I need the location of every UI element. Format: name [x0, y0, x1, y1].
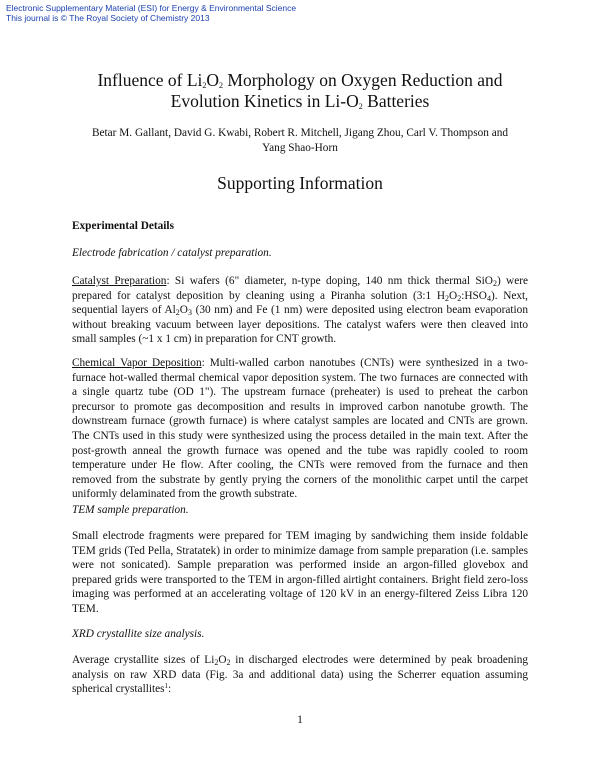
author-list-line-1: Betar M. Gallant, David G. Kwabi, Robert R. Mitchell, Jigang Zhou, Carl V. Thompson and: [91, 127, 509, 139]
xrd-analysis-paragraph: Average crystallite sizes of $Li_2O_2$ in discharged electrodes were determined by peak broadening analysis on raw XRD data (Fig. 3a and additional data) using the Scherrer equation assuming spherical crystallites$^1$:: [72, 654, 528, 696]
supporting-information-title: Supporting Information: [217, 173, 383, 193]
electrode-fabrication-subheading: Electrode fabrication / catalyst preparation.: [72, 247, 272, 259]
journal-header: [6, 4, 296, 23]
tem-preparation-paragraph: Small electrode fragments were prepared for TEM imaging by sandwiching them inside foldable TEM grids (Ted Pella, Stratatek) in order to minimize damage from sample preparation (i.e. samples were not sonicated). Sample preparation was performed inside an argon-filled glovebox and prepared grids were transported to the TEM in argon-filled airtight containers. Bright field zero-loss imaging was performed at an accelerating voltage of 120 kV in an energy-filtered Zeiss Libra 120 TEM.: [72, 530, 528, 615]
page-number: 1: [297, 714, 303, 726]
paper-title-line-1: Influence of $Li_2O_2$ Morphology on Oxygen Reduction and: [97, 70, 503, 90]
cvd-label: Chemical Vapor Deposition: [72, 357, 202, 369]
catalyst-preparation-label: Catalyst Preparation: [72, 275, 167, 287]
journal-header-line-2: This journal is © The Royal Society of Chemistry 2013: [6, 12, 210, 23]
author-list-line-2: Yang Shao-Horn: [262, 142, 338, 154]
paper-title-line-2: Evolution Kinetics in $Li-O_2$ Batteries: [170, 91, 430, 111]
citation-superscript: 1: [164, 682, 169, 691]
author-list: [60, 126, 540, 156]
xrd-analysis-subheading: XRD crystallite size analysis.: [72, 628, 205, 640]
tem-preparation-subheading: TEM sample preparation.: [72, 504, 189, 516]
experimental-details-heading: Experimental Details: [72, 220, 174, 232]
journal-header-line-1: Electronic Supplementary Material (ESI) for Energy & Environmental Science: [6, 3, 297, 13]
paper-title: [40, 70, 560, 112]
catalyst-preparation-paragraph: Catalyst Preparation: Si wafers (6" diameter, n-type doping, 140 nm thick thermal SiO$_2$) were prepared for catalyst deposition by cleaning using a Piranha solution (3:1 $H_2O_2:HSO_4$). Next, sequential layers of $Al_2O_3$ (30 nm) and Fe (1 nm) were deposited using electron beam evaporation without breaking vacuum between layer depositions. The catalyst wafers were then cleaved into small samples (~1 x 1 cm) in preparation for CNT growth.: [72, 275, 529, 346]
cvd-paragraph: Chemical Vapor Deposition: Multi-walled carbon nanotubes (CNTs) were synthesized in a two-furnace hot-walled thermal chemical vapor deposition system. The two furnaces are connected with a single quartz tube (OD 1"). The upstream furnace (preheater) is used to preheat the carbon precursor to promote gas decomposition and results in improved carbon nanotube growth. The downstream furnace (growth furnace) is where catalyst samples are located and CNTs are grown. The CNTs used in this study were synthesized using the process detailed in the main text. After the post-growth anneal the growth furnace was opened and the tube was rapidly cooled to room temperature under He flow. After cooling, the CNTs were removed from the furnace and then removed from the substrate by gently prying the corners of the monolithic carpet until the carpet uniformly delaminated from the growth substrate.: [72, 357, 528, 501]
